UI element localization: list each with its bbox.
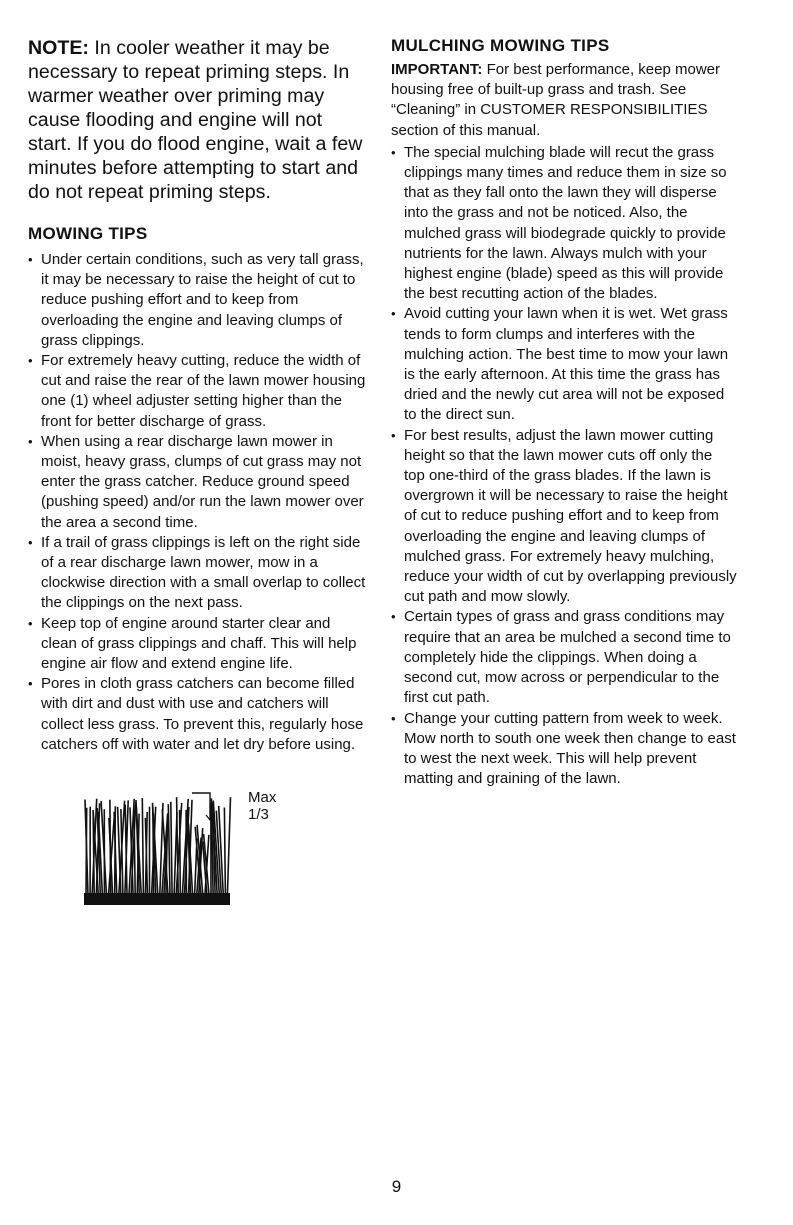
right-column [391,36,737,789]
grass-illustration [84,789,244,907]
left-column [28,36,370,907]
list-item: • The special mulching blade will recut the grass clippings many times and reduce them in size so that as they fall onto the lawn they will disperse into the grass and not be noticed. Also, the mulched grass will biodegrade quickly to provide nutrients for the lawn. Always mulch with your highest engine (blade) speed as this will provide the best recutting action of the blades. [391,143,737,305]
list-item: • Avoid cutting your lawn when it is wet. Wet grass tends to form clumps and interferes with the mulching action. The best time to mow your lawn is the early afternoon. At this time the grass has dried and the newly cut area will not be exposed to the direct sun. [391,304,737,425]
mulching-tips-list [391,143,737,790]
list-item: • When using a rear discharge lawn mower in moist, heavy grass, clumps of cut grass may not enter the grass catcher. Reduce ground speed (pushing speed) and/or run the lawn mower over the area a second time. [28,432,370,533]
list-item: • Keep top of engine around starter clear and clean of grass clippings and chaff. This will help engine air flow and extend engine life. [28,614,370,675]
important-text: For best performance, keep mower housing free of built-up grass and trash. See “Cleaning” in CUSTOMER RESPONSIBILITIES section of this manual. [391,61,720,139]
note-lead: NOTE: [28,37,89,59]
list-item: • For best results, adjust the lawn mower cutting height so that the lawn mower cuts off only the top one-third of the grass blades. If the lawn is overgrown it will be necessary to raise the height of cut to reduce pushing effort and to keep from overloading the engine and leaving clumps of mulched grass. For extremely heavy mulching, reduce your width of cut by overlapping previously cut path and mow slowly. [391,426,737,608]
list-item: • If a trail of grass clippings is left on the right side of a rear discharge lawn mower, mow in a clockwise direction with a small overlap to collect the clippings on the next pass. [28,533,370,614]
max-cut-label: Max 1/3 [248,789,277,824]
mowing-tips-list [28,250,370,755]
list-item: • Under certain conditions, such as very tall grass, it may be necessary to raise the height of cut to reduce pushing effort and to keep from overloading the engine and leaving clumps of grass clippings. [28,250,370,351]
important-note [391,60,737,141]
list-item: • Change your cutting pattern from week to week. Mow north to south one week then change to east to west the next week. This will help prevent matting and graining of the lawn. [391,709,737,790]
list-item: • Pores in cloth grass catchers can become filled with dirt and dust with use and catchers will collect less grass. To prevent this, regularly hose catchers off with water and let dry before using. [28,674,370,755]
important-lead: IMPORTANT: [391,61,483,78]
list-item: • For extremely heavy cutting, reduce the width of cut and raise the rear of the lawn mower housing one (1) wheel adjuster setting higher than the front for better discharge of grass. [28,351,370,432]
page-number: 9 [391,1177,402,1196]
mowing-tips-heading: MOWING TIPS [28,224,148,243]
grass-height-figure [84,789,284,907]
priming-note [28,36,370,204]
list-item: • Certain types of grass and grass conditions may require that an area be mulched a second time to completely hide the clippings. When doing a second cut, mow across or perpendicular to the first cut path. [391,607,737,708]
mulching-tips-heading: MULCHING MOWING TIPS [391,36,610,55]
note-text: In cooler weather it may be necessary to repeat priming steps. In warmer weather over priming may cause flooding and engine will not start. If you do flood engine, wait a few minutes before attempting to start and do not repeat priming steps. [28,37,363,203]
